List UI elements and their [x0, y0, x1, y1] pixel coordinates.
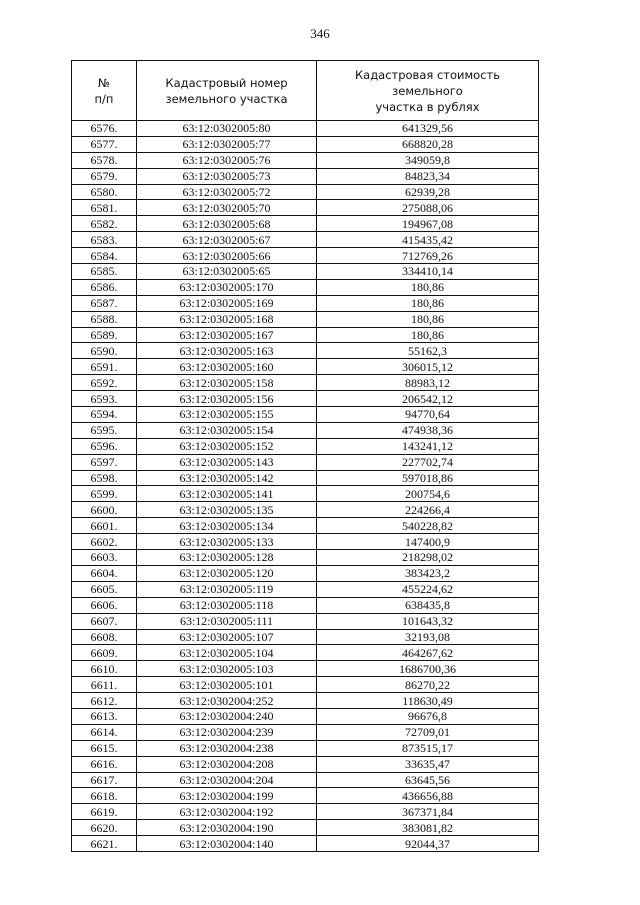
cadastral-value-cell: 224266,4 — [317, 502, 539, 518]
cadastral-value-cell: 227702,74 — [317, 454, 539, 470]
cadastral-value-cell: 194967,08 — [317, 216, 539, 232]
table-row — [72, 438, 539, 454]
row-number-cell: 6586. — [72, 279, 137, 295]
cadastral-number-cell: 63:12:0302005:142 — [137, 470, 317, 486]
row-number-cell: 6584. — [72, 248, 137, 264]
row-number-cell: 6595. — [72, 422, 137, 438]
row-number-cell: 6607. — [72, 613, 137, 629]
table-header-row — [72, 61, 539, 121]
row-number-cell: 6583. — [72, 232, 137, 248]
table-row — [72, 534, 539, 550]
table-row — [72, 407, 539, 423]
cadastral-value-cell: 206542,12 — [317, 391, 539, 407]
cadastral-number-cell: 63:12:0302005:133 — [137, 534, 317, 550]
table-row — [72, 518, 539, 534]
cadastral-value-cell: 200754,6 — [317, 486, 539, 502]
cadastral-number-cell: 63:12:0302005:101 — [137, 677, 317, 693]
row-number-cell: 6613. — [72, 708, 137, 724]
cadastral-value-cell: 218298,02 — [317, 550, 539, 566]
table-row — [72, 295, 539, 311]
table-row — [72, 311, 539, 327]
cadastral-value-cell: 88983,12 — [317, 375, 539, 391]
cadastral-value-cell: 597018,86 — [317, 470, 539, 486]
cadastral-number-cell: 63:12:0302005:80 — [137, 121, 317, 137]
cadastral-value-cell: 32193,08 — [317, 629, 539, 645]
table-row — [72, 152, 539, 168]
row-number-cell: 6620. — [72, 820, 137, 836]
table-row — [72, 502, 539, 518]
table-body — [72, 121, 539, 852]
cadastral-number-cell: 63:12:0302005:76 — [137, 152, 317, 168]
row-number-cell: 6588. — [72, 311, 137, 327]
table-row — [72, 327, 539, 343]
table-row — [72, 756, 539, 772]
cadastral-value-cell: 275088,06 — [317, 200, 539, 216]
cadastral-number-cell: 63:12:0302005:135 — [137, 502, 317, 518]
cadastral-value-cell: 55162,3 — [317, 343, 539, 359]
table-row — [72, 279, 539, 295]
cadastral-number-cell: 63:12:0302005:104 — [137, 645, 317, 661]
cadastral-number-cell: 63:12:0302005:154 — [137, 422, 317, 438]
row-number-cell: 6616. — [72, 756, 137, 772]
row-number-cell: 6596. — [72, 438, 137, 454]
table-row — [72, 613, 539, 629]
table-row — [72, 248, 539, 264]
row-number-cell: 6590. — [72, 343, 137, 359]
cadastral-value-cell: 474938,36 — [317, 422, 539, 438]
row-number-cell: 6576. — [72, 121, 137, 137]
cadastral-value-cell: 92044,37 — [317, 836, 539, 852]
cadastral-number-cell: 63:12:0302005:160 — [137, 359, 317, 375]
table-row — [72, 581, 539, 597]
table-row — [72, 422, 539, 438]
cadastral-value-cell: 84823,34 — [317, 168, 539, 184]
row-number-cell: 6598. — [72, 470, 137, 486]
row-number-cell: 6606. — [72, 597, 137, 613]
cadastral-number-cell: 63:12:0302005:66 — [137, 248, 317, 264]
table-row — [72, 200, 539, 216]
row-number-cell: 6579. — [72, 168, 137, 184]
table-row — [72, 359, 539, 375]
cadastral-value-cell: 94770,64 — [317, 407, 539, 423]
table-row — [72, 550, 539, 566]
cadastral-value-cell: 668820,28 — [317, 136, 539, 152]
header-row-number: № п/п — [72, 61, 137, 121]
cadastral-number-cell: 63:12:0302005:73 — [137, 168, 317, 184]
table-row — [72, 788, 539, 804]
cadastral-value-cell: 101643,32 — [317, 613, 539, 629]
table-row — [72, 693, 539, 709]
cadastral-value-cell: 383081,82 — [317, 820, 539, 836]
cadastral-number-cell: 63:12:0302005:143 — [137, 454, 317, 470]
table-row — [72, 391, 539, 407]
cadastral-number-cell: 63:12:0302005:119 — [137, 581, 317, 597]
cadastral-value-cell: 712769,26 — [317, 248, 539, 264]
cadastral-value-cell: 638435,8 — [317, 597, 539, 613]
cadastral-number-cell: 63:12:0302005:158 — [137, 375, 317, 391]
row-number-cell: 6582. — [72, 216, 137, 232]
cadastral-value-cell: 180,86 — [317, 327, 539, 343]
cadastral-value-cell: 540228,82 — [317, 518, 539, 534]
table-row — [72, 216, 539, 232]
row-number-cell: 6610. — [72, 661, 137, 677]
row-number-cell: 6594. — [72, 407, 137, 423]
cadastral-value-cell: 464267,62 — [317, 645, 539, 661]
cadastral-value-cell: 455224,62 — [317, 581, 539, 597]
table-row — [72, 804, 539, 820]
cadastral-number-cell: 63:12:0302005:120 — [137, 565, 317, 581]
row-number-cell: 6618. — [72, 788, 137, 804]
row-number-cell: 6592. — [72, 375, 137, 391]
table-row — [72, 740, 539, 756]
cadastral-value-cell: 415435,42 — [317, 232, 539, 248]
table-row — [72, 470, 539, 486]
row-number-cell: 6587. — [72, 295, 137, 311]
cadastral-value-cell: 436656,88 — [317, 788, 539, 804]
table-row — [72, 724, 539, 740]
cadastral-number-cell: 63:12:0302005:167 — [137, 327, 317, 343]
cadastral-value-cell: 349059,8 — [317, 152, 539, 168]
table-row — [72, 772, 539, 788]
table-row — [72, 136, 539, 152]
table-row — [72, 454, 539, 470]
cadastral-value-cell: 306015,12 — [317, 359, 539, 375]
cadastral-number-cell: 63:12:0302005:155 — [137, 407, 317, 423]
cadastral-value-cell: 180,86 — [317, 295, 539, 311]
cadastral-number-cell: 63:12:0302005:156 — [137, 391, 317, 407]
row-number-cell: 6611. — [72, 677, 137, 693]
cadastral-number-cell: 63:12:0302005:103 — [137, 661, 317, 677]
cadastral-value-cell: 367371,84 — [317, 804, 539, 820]
cadastral-number-cell: 63:12:0302004:240 — [137, 708, 317, 724]
cadastral-number-cell: 63:12:0302004:252 — [137, 693, 317, 709]
cadastral-value-cell: 383423,2 — [317, 565, 539, 581]
cadastral-number-cell: 63:12:0302005:168 — [137, 311, 317, 327]
table-row — [72, 661, 539, 677]
table-row — [72, 836, 539, 852]
row-number-cell: 6578. — [72, 152, 137, 168]
cadastral-value-cell: 118630,49 — [317, 693, 539, 709]
row-number-cell: 6600. — [72, 502, 137, 518]
cadastral-number-cell: 63:12:0302005:152 — [137, 438, 317, 454]
table-row — [72, 820, 539, 836]
row-number-cell: 6585. — [72, 264, 137, 280]
row-number-cell: 6593. — [72, 391, 137, 407]
cadastral-number-cell: 63:12:0302004:238 — [137, 740, 317, 756]
cadastral-number-cell: 63:12:0302005:67 — [137, 232, 317, 248]
cadastral-number-cell: 63:12:0302005:170 — [137, 279, 317, 295]
row-number-cell: 6604. — [72, 565, 137, 581]
cadastral-number-cell: 63:12:0302004:204 — [137, 772, 317, 788]
table-row — [72, 597, 539, 613]
cadastral-value-cell: 873515,17 — [317, 740, 539, 756]
cadastral-number-cell: 63:12:0302005:169 — [137, 295, 317, 311]
cadastral-value-cell: 1686700,36 — [317, 661, 539, 677]
row-number-cell: 6603. — [72, 550, 137, 566]
table-row — [72, 168, 539, 184]
cadastral-value-cell: 641329,56 — [317, 121, 539, 137]
table-row — [72, 677, 539, 693]
row-number-cell: 6612. — [72, 693, 137, 709]
cadastral-value-cell: 72709,01 — [317, 724, 539, 740]
table-row — [72, 486, 539, 502]
row-number-cell: 6577. — [72, 136, 137, 152]
table-row — [72, 343, 539, 359]
cadastral-value-cell: 334410,14 — [317, 264, 539, 280]
cadastral-number-cell: 63:12:0302005:141 — [137, 486, 317, 502]
table-row — [72, 708, 539, 724]
cadastral-value-cell: 143241,12 — [317, 438, 539, 454]
row-number-cell: 6605. — [72, 581, 137, 597]
cadastral-number-cell: 63:12:0302005:70 — [137, 200, 317, 216]
row-number-cell: 6601. — [72, 518, 137, 534]
cadastral-value-cell: 180,86 — [317, 311, 539, 327]
row-number-cell: 6602. — [72, 534, 137, 550]
cadastral-number-cell: 63:12:0302004:239 — [137, 724, 317, 740]
cadastral-number-cell: 63:12:0302005:72 — [137, 184, 317, 200]
cadastral-number-cell: 63:12:0302005:65 — [137, 264, 317, 280]
cadastral-number-cell: 63:12:0302005:77 — [137, 136, 317, 152]
cadastral-number-cell: 63:12:0302005:68 — [137, 216, 317, 232]
cadastral-number-cell: 63:12:0302004:190 — [137, 820, 317, 836]
cadastral-number-cell: 63:12:0302005:163 — [137, 343, 317, 359]
cadastral-value-cell: 63645,56 — [317, 772, 539, 788]
cadastral-value-cell: 86270,22 — [317, 677, 539, 693]
row-number-cell: 6609. — [72, 645, 137, 661]
cadastral-value-cell: 33635,47 — [317, 756, 539, 772]
cadastral-value-cell: 96676,8 — [317, 708, 539, 724]
table-row — [72, 375, 539, 391]
cadastral-number-cell: 63:12:0302005:134 — [137, 518, 317, 534]
row-number-cell: 6581. — [72, 200, 137, 216]
cadastral-number-cell: 63:12:0302004:140 — [137, 836, 317, 852]
cadastral-number-cell: 63:12:0302005:111 — [137, 613, 317, 629]
header-cadastral-value: Кадастровая стоимость земельного участка в рублях — [317, 61, 539, 121]
cadastral-number-cell: 63:12:0302004:199 — [137, 788, 317, 804]
row-number-cell: 6580. — [72, 184, 137, 200]
row-number-cell: 6597. — [72, 454, 137, 470]
row-number-cell: 6621. — [72, 836, 137, 852]
table-row — [72, 264, 539, 280]
cadastral-value-table — [71, 60, 539, 852]
header-cadastral-number: Кадастровый номер земельного участка — [137, 61, 317, 121]
page-number: 346 — [310, 26, 330, 41]
row-number-cell: 6619. — [72, 804, 137, 820]
row-number-cell: 6599. — [72, 486, 137, 502]
table-row — [72, 184, 539, 200]
row-number-cell: 6617. — [72, 772, 137, 788]
cadastral-value-cell: 147400,9 — [317, 534, 539, 550]
table-row — [72, 629, 539, 645]
cadastral-number-cell: 63:12:0302005:118 — [137, 597, 317, 613]
row-number-cell: 6589. — [72, 327, 137, 343]
cadastral-number-cell: 63:12:0302005:107 — [137, 629, 317, 645]
row-number-cell: 6608. — [72, 629, 137, 645]
row-number-cell: 6591. — [72, 359, 137, 375]
cadastral-number-cell: 63:12:0302004:208 — [137, 756, 317, 772]
cadastral-number-cell: 63:12:0302005:128 — [137, 550, 317, 566]
row-number-cell: 6615. — [72, 740, 137, 756]
cadastral-number-cell: 63:12:0302004:192 — [137, 804, 317, 820]
cadastral-value-cell: 180,86 — [317, 279, 539, 295]
row-number-cell: 6614. — [72, 724, 137, 740]
table-row — [72, 232, 539, 248]
cadastral-value-cell: 62939,28 — [317, 184, 539, 200]
table-row — [72, 565, 539, 581]
table-row — [72, 645, 539, 661]
table-row — [72, 121, 539, 137]
